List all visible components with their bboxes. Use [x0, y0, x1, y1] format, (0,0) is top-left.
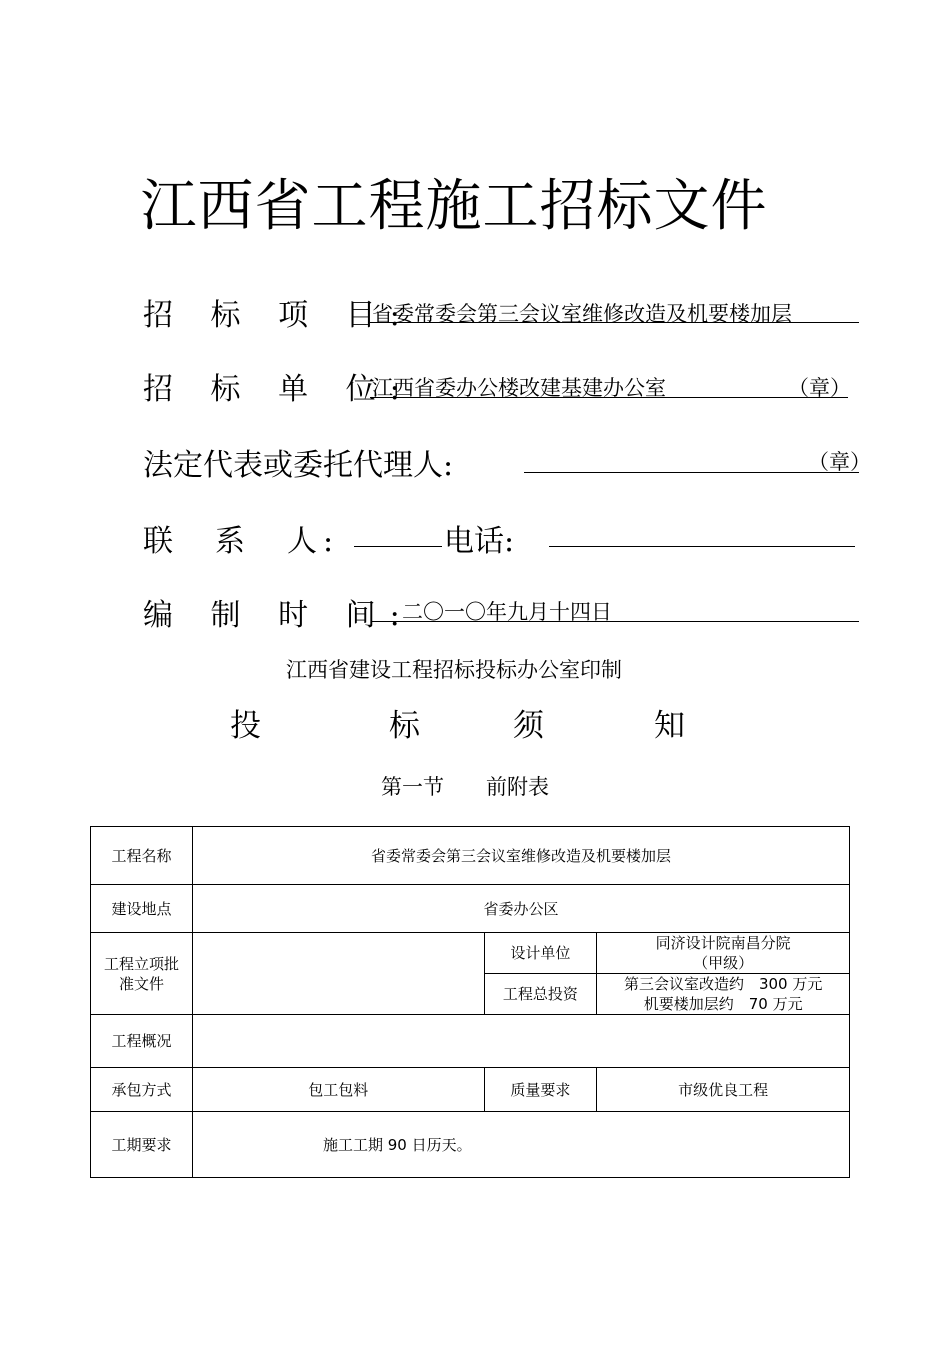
approval-doc-label: 工程立项批准文件	[91, 933, 193, 1015]
contract-mode-label: 承包方式	[91, 1068, 193, 1112]
date-value: 二〇一〇年九月十四日	[402, 600, 612, 624]
table-row	[91, 933, 850, 974]
total-investment-label: 工程总投资	[484, 974, 597, 1015]
section-heading: 第一节 前附表	[381, 775, 549, 799]
representative-seal: （章）	[808, 450, 871, 474]
project-underline	[370, 322, 859, 323]
table-row	[91, 885, 850, 933]
investment-line-1: 第三会议室改造约 300 万元	[623, 975, 823, 993]
notice-char-1: 投	[230, 708, 261, 744]
attached-table	[90, 826, 850, 1178]
table-row	[91, 1112, 850, 1178]
phone-label: 电话:	[444, 524, 515, 559]
design-unit-value	[597, 933, 850, 974]
design-unit-line-2: （甲级）	[693, 954, 754, 972]
design-unit-line-1: 同济设计院南昌分院	[655, 934, 791, 952]
phone-underline	[549, 546, 855, 547]
project-name-label: 工程名称	[91, 827, 193, 885]
representative-label: 法定代表或委托代理人:	[143, 448, 454, 483]
table-row	[91, 827, 850, 885]
contact-label: 联 系 人:	[143, 524, 340, 559]
project-label: 招 标 项 目:	[143, 298, 414, 333]
duration-value: 施工工期 90 日历天。	[192, 1112, 849, 1178]
location-value: 省委办公区	[192, 885, 849, 933]
unit-label: 招 标 单 位:	[143, 372, 414, 407]
document-title: 江西省工程施工招标文件	[140, 174, 768, 239]
table-row	[91, 1068, 850, 1112]
quality-value: 市级优良工程	[597, 1068, 850, 1112]
printer-line: 江西省建设工程招标投标办公室印制	[286, 658, 622, 682]
notice-char-2: 标	[389, 708, 420, 744]
unit-seal: （章）	[788, 376, 851, 400]
overview-value	[192, 1015, 849, 1068]
unit-underline	[370, 397, 848, 398]
total-investment-value	[597, 974, 850, 1015]
contract-mode-value: 包工包料	[192, 1068, 484, 1112]
date-underline	[372, 621, 859, 622]
quality-label: 质量要求	[484, 1068, 597, 1112]
approval-doc-value	[192, 933, 484, 1015]
contact-underline	[354, 546, 442, 547]
project-name-value: 省委常委会第三会议室维修改造及机要楼加层	[192, 827, 849, 885]
overview-label: 工程概况	[91, 1015, 193, 1068]
table-row	[91, 1015, 850, 1068]
location-label: 建设地点	[91, 885, 193, 933]
design-unit-label: 设计单位	[484, 933, 597, 974]
representative-underline	[524, 472, 859, 473]
date-label: 编 制 时 间:	[143, 598, 414, 633]
notice-char-4: 知	[654, 708, 685, 744]
duration-label: 工期要求	[91, 1112, 193, 1178]
notice-char-3: 须	[513, 708, 544, 744]
project-value: 省委常委会第三会议室维修改造及机要楼加层	[372, 302, 792, 326]
investment-line-2: 机要楼加层约 70 万元	[643, 995, 803, 1013]
unit-value: 江西省委办公楼改建基建办公室	[372, 376, 666, 400]
